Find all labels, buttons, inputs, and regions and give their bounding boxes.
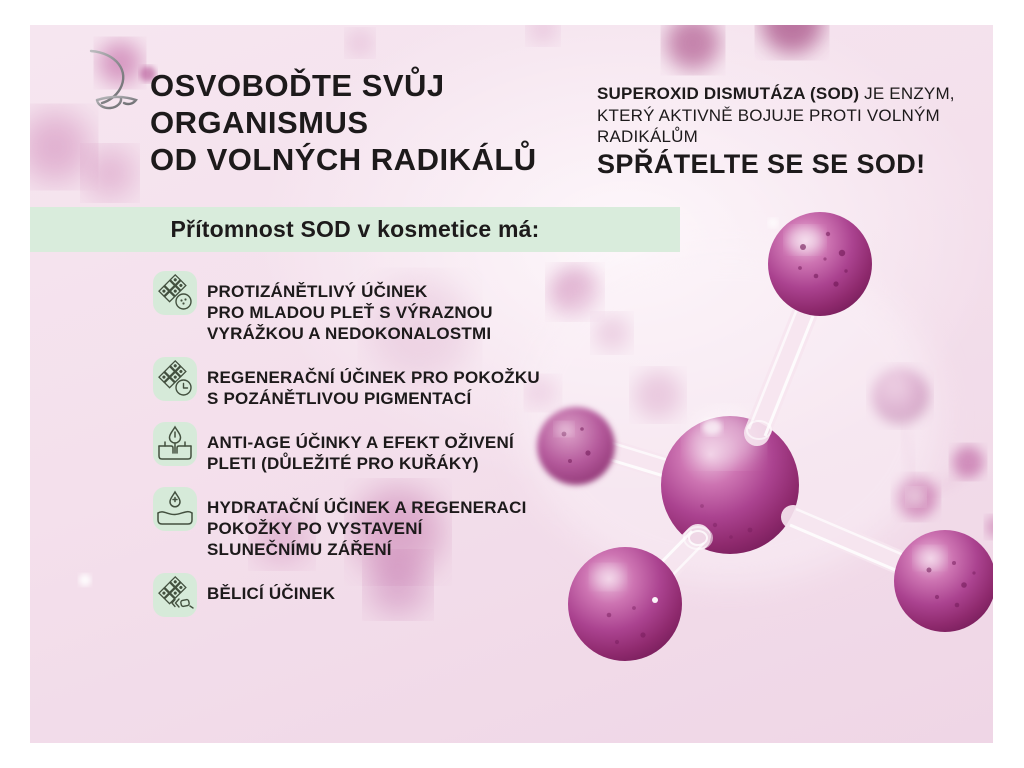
benefits-list — [153, 271, 593, 630]
benefit-text-line: VYRÁŽKOU A NEDOKONALOSTMI — [207, 324, 492, 343]
benefit-text-line: PRO MLADOU PLEŤ S VÝRAZNOU — [207, 303, 493, 322]
title-line-3: OD VOLNÝCH RADIKÁLŮ — [150, 142, 537, 177]
benefit-text-line: PROTIZÁNĚTLIVÝ ÚČINEK — [207, 282, 428, 301]
intro-block — [597, 83, 989, 179]
skin-whitening-icon — [153, 573, 197, 617]
serum-absorbing-skin-icon — [153, 422, 197, 466]
benefit-text-line: PLETI (DŮLEŽITÉ PRO KUŘÁKY) — [207, 454, 479, 473]
benefit-item — [153, 487, 593, 560]
molecule-right-atom — [894, 530, 993, 632]
benefit-text-line: REGENERAČNÍ ÚČINEK PRO POKOŽKU — [207, 368, 540, 387]
benefit-item — [153, 573, 593, 617]
benefit-text-line: HYDRATAČNÍ ÚČINEK A REGENERACI — [207, 498, 527, 517]
cta-text: SPŘÁTELTE SE SE SOD! — [597, 148, 926, 179]
brand-logo-de — [64, 45, 144, 127]
benefit-text-line: S POZÁNĚTLIVOU PIGMENTACÍ — [207, 389, 472, 408]
benefit-item — [153, 422, 593, 474]
benefit-text-line: POKOŽKY PO VYSTAVENÍ — [207, 519, 423, 538]
intro-bold-lead: SUPEROXID DISMUTÁZA (SOD) — [597, 84, 860, 103]
skin-texture-magnifier-icon — [153, 271, 197, 315]
section-banner — [30, 207, 680, 252]
intro-line-1-rest: JE ENZYM, — [859, 84, 955, 103]
molecule-top-atom — [768, 212, 872, 316]
benefit-text — [207, 497, 527, 560]
benefit-text-line: BĚLICÍ ÚČINEK — [207, 584, 336, 603]
benefit-text — [207, 281, 493, 344]
benefit-text — [207, 367, 540, 409]
title-line-2: ORGANISMUS — [150, 105, 369, 140]
page-title — [150, 67, 537, 178]
skin-regeneration-clock-icon — [153, 357, 197, 401]
intro-line-1 — [597, 83, 989, 105]
benefit-text-line: SLUNEČNÍMU ZÁŘENÍ — [207, 540, 392, 559]
intro-line-2: KTERÝ AKTIVNĚ BOJUJE PROTI VOLNÝM — [597, 105, 940, 125]
benefit-item — [153, 357, 593, 409]
intro-line-3: RADIKÁLŮM — [597, 127, 698, 146]
benefit-item — [153, 271, 593, 344]
benefit-text — [207, 432, 514, 474]
banner-label: Přítomnost SOD v kosmetice má: — [170, 216, 540, 242]
pink-canvas — [30, 25, 993, 743]
benefit-text — [207, 583, 335, 617]
hydration-drop-hand-icon — [153, 487, 197, 531]
title-line-1: OSVOBOĎTE SVŮJ — [150, 68, 445, 103]
benefit-text-line: ANTI-AGE ÚČINKY A EFEKT OŽIVENÍ — [207, 433, 514, 452]
